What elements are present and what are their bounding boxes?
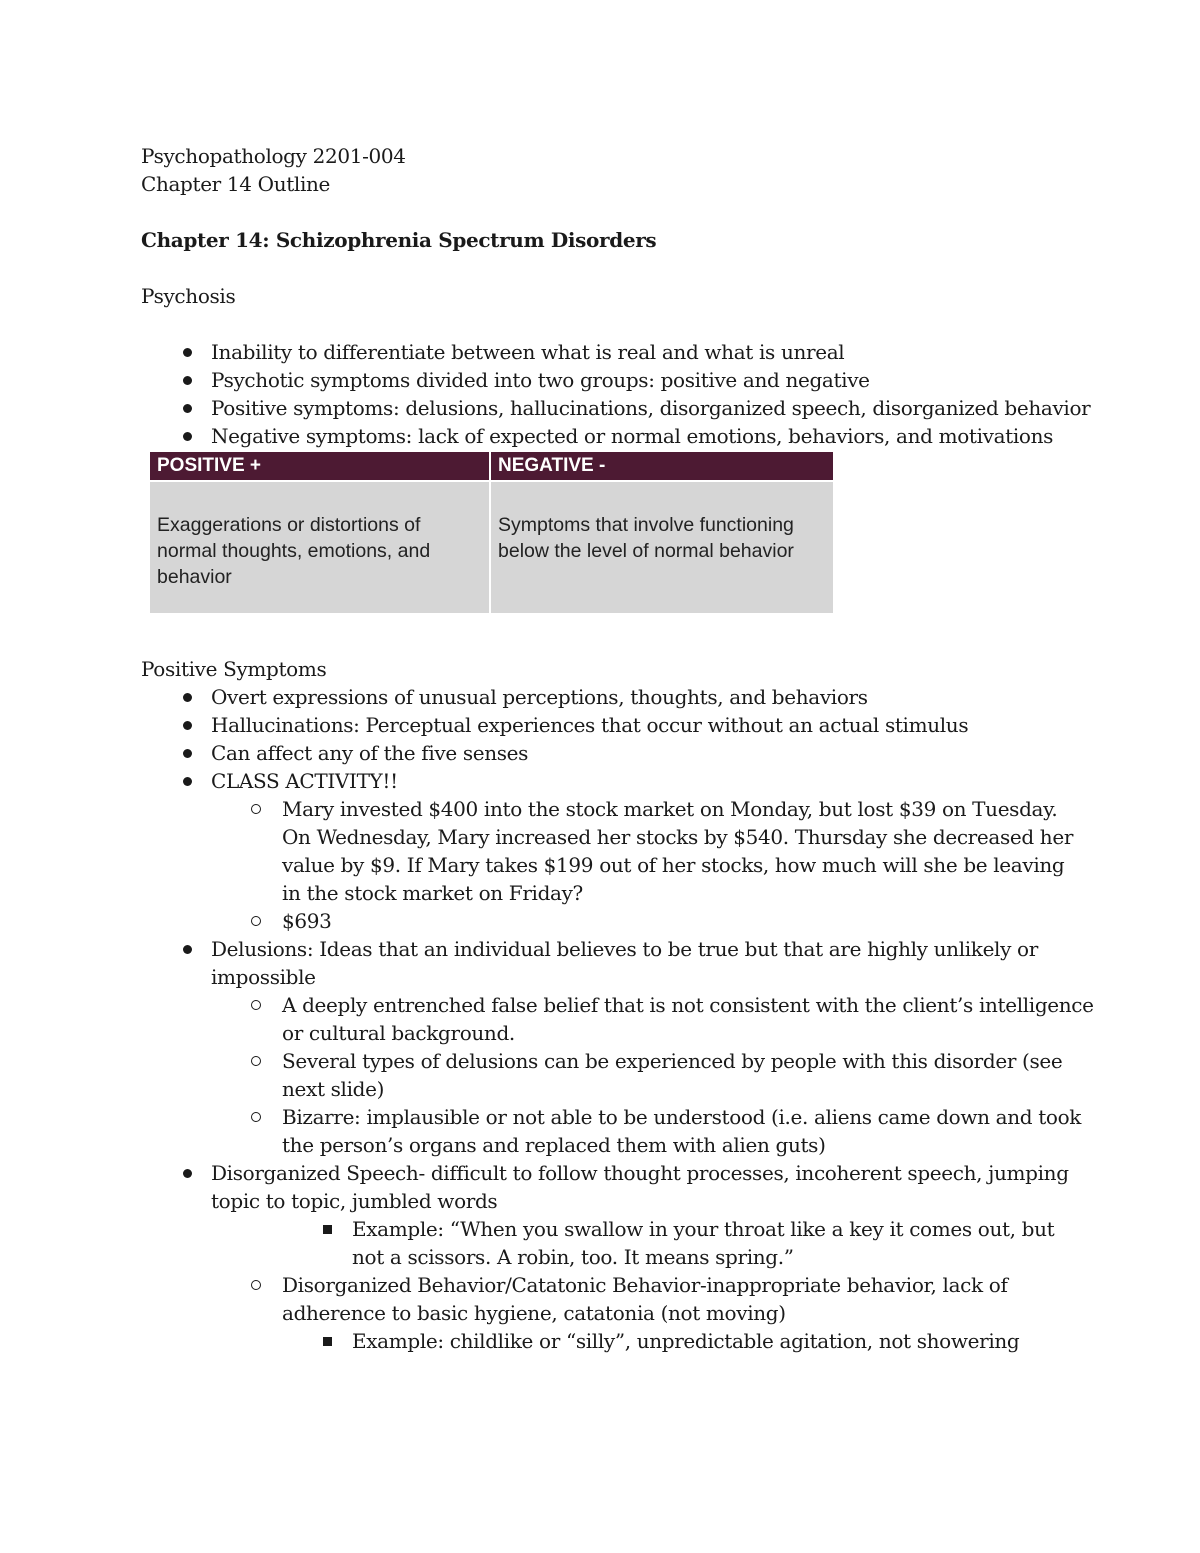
- bullet-icon: [177, 366, 197, 394]
- list-item: Disorganized Behavior/Catatonic Behavior-inappropriate behavior, lack of adherence to basic hygiene, catatonia (not moving): [141, 1271, 1101, 1327]
- list-item: Example: childlike or “silly”, unpredictable agitation, not showering: [141, 1327, 1101, 1355]
- list-item: Hallucinations: Perceptual experiences that occur without an actual stimulus: [141, 711, 1101, 739]
- positive-cell: Exaggerations or distortions of normal thoughts, emotions, and behavior: [150, 482, 491, 613]
- positive-negative-table: [150, 452, 833, 613]
- bullet-icon: [177, 1159, 197, 1187]
- list-item: Positive symptoms: delusions, hallucinations, disorganized speech, disorganized behavior: [141, 394, 1101, 422]
- bullet-icon: [177, 338, 197, 366]
- bullet-icon: [317, 1327, 337, 1355]
- bullet-icon: [246, 1103, 266, 1131]
- positive-symptoms-heading: Positive Symptoms: [141, 657, 327, 681]
- positive-symptoms-list: [141, 683, 1101, 1355]
- list-item: Inability to differentiate between what is real and what is unreal: [141, 338, 1101, 366]
- bullet-icon: [177, 739, 197, 767]
- list-item: A deeply entrenched false belief that is not consistent with the client’s intelligence or cultural background.: [141, 991, 1101, 1047]
- bullet-icon: [246, 1047, 266, 1075]
- document-page: [141, 142, 1101, 1355]
- list-item: Overt expressions of unusual perceptions, thoughts, and behaviors: [141, 683, 1101, 711]
- bullet-icon: [177, 935, 197, 963]
- bullet-icon: [177, 711, 197, 739]
- chapter-heading: Chapter 14: Schizophrenia Spectrum Disorders: [141, 228, 657, 252]
- bullet-icon: [177, 683, 197, 711]
- psychosis-bullet-list: [141, 338, 1101, 450]
- outline-title: Chapter 14 Outline: [141, 172, 331, 196]
- list-item: CLASS ACTIVITY!!: [141, 767, 1101, 795]
- bullet-icon: [246, 795, 266, 823]
- bullet-icon: [246, 991, 266, 1019]
- list-item: Bizarre: implausible or not able to be understood (i.e. aliens came down and took the person’s organs and replaced them with alien guts): [141, 1103, 1101, 1159]
- list-item: Can affect any of the five senses: [141, 739, 1101, 767]
- list-item: Several types of delusions can be experienced by people with this disorder (see next slide): [141, 1047, 1101, 1103]
- bullet-icon: [177, 394, 197, 422]
- bullet-icon: [177, 422, 197, 450]
- course-title: Psychopathology 2201-004: [141, 144, 406, 168]
- bullet-icon: [177, 767, 197, 795]
- list-item: Disorganized Speech- difficult to follow thought processes, incoherent speech, jumping topic to topic, jumbled words: [141, 1159, 1101, 1215]
- list-item: Psychotic symptoms divided into two groups: positive and negative: [141, 366, 1101, 394]
- table-row: [150, 482, 833, 613]
- negative-header: NEGATIVE -: [498, 455, 606, 476]
- positive-header: POSITIVE +: [150, 452, 491, 480]
- psychosis-heading: Psychosis: [141, 284, 236, 308]
- table-header-row: [150, 452, 833, 480]
- bullet-icon: [246, 1271, 266, 1299]
- list-item: Delusions: Ideas that an individual believes to be true but that are highly unlikely or impossible: [141, 935, 1101, 991]
- bullet-icon: [246, 907, 266, 935]
- negative-cell: Symptoms that involve functioning below the level of normal behavior: [498, 514, 794, 562]
- bullet-icon: [317, 1215, 337, 1243]
- list-item: Negative symptoms: lack of expected or normal emotions, behaviors, and motivations: [141, 422, 1101, 450]
- list-item: $693: [141, 907, 1101, 935]
- list-item: Example: “When you swallow in your throat like a key it comes out, but not a scissors. A robin, too. It means spring.”: [141, 1215, 1101, 1271]
- list-item: Mary invested $400 into the stock market on Monday, but lost $39 on Tuesday. On Wednesday, Mary increased her stocks by $540. Thursday she decreased her value by $9. If Mary takes $199 out of her stocks, how much will she be leaving in the stock market on Friday?: [141, 795, 1101, 907]
